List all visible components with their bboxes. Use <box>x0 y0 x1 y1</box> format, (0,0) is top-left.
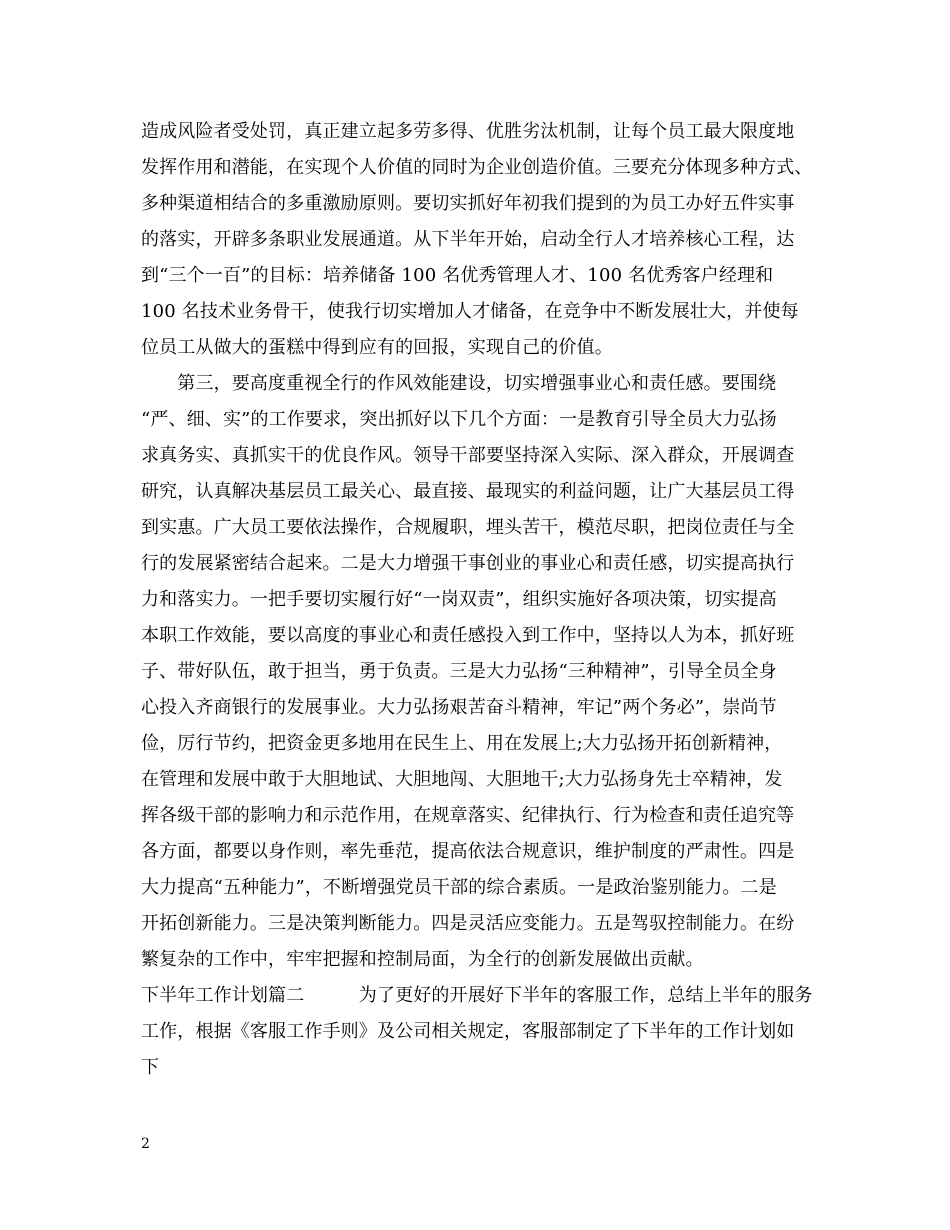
text-line: 行的发展紧密结合起来。二是大力增强干事创业的事业心和责任感，切实提高执行 <box>141 553 795 574</box>
text-line: 到“三个一百”的目标：培养储备 100 名优秀管理人才、100 名优秀客户经理和 <box>141 265 774 286</box>
text-line: 位员工从做大的蛋糕中得到应有的回报，实现自己的价值。 <box>141 337 613 358</box>
text-line: 大力提高“五种能力”，不断增强党员干部的综合素质。一是政治鉴别能力。二是 <box>141 877 777 898</box>
text-line: 求真务实、真抓实干的优良作风。领导干部要坚持深入实际、深入群众，开展调查 <box>141 445 795 466</box>
text-line: 100 名技术业务骨干，使我行切实增加人才储备，在竞争中不断发展壮大，并使每 <box>141 301 799 322</box>
text-line: 的落实，开辟多条职业发展通道。从下半年开始，启动全行人才培养核心工程，达 <box>141 229 795 250</box>
text-line: 心投入齐商银行的发展事业。大力弘扬艰苦奋斗精神，牢记”两个务必”，崇尚节 <box>141 697 777 718</box>
text-line: 多种渠道相结合的多重激励原则。要切实抓好年初我们提到的为员工办好五件实事 <box>141 193 795 214</box>
text-line: 挥各级干部的影响力和示范作用，在规章落实、纪律执行、行为检查和责任追究等 <box>141 805 795 826</box>
body-text <box>141 114 813 1086</box>
text-line: 力和落实力。一把手要切实履行好“一岗双责”，组织实施好各项决策，切实提高 <box>141 589 777 610</box>
text-line: 俭，厉行节约，把资金更多地用在民生上、用在发展上;大力弘扬开拓创新精神， <box>141 733 783 754</box>
text-line: 子、带好队伍，敢于担当，勇于负责。三是大力弘扬“三种精神”，引导全员全身 <box>141 661 777 682</box>
text-line: 到实惠。广大员工要依法操作，合规履职，埋头苦干，模范尽职，把岗位责任与全 <box>141 517 795 538</box>
text-line: 本职工作效能，要以高度的事业心和责任感投入到工作中，坚持以人为本，抓好班 <box>141 625 795 646</box>
text-line: 研究，认真解决基层员工最关心、最直接、最现实的利益问题，让广大基层员工得 <box>141 481 795 502</box>
text-line: 各方面，都要以身作则，率先垂范，提高依法合规意识，维护制度的严肃性。四是 <box>141 841 795 862</box>
text-line: 在管理和发展中敢于大胆地试、大胆地闯、大胆地干;大力弘扬身先士卒精神，发 <box>141 769 783 790</box>
text-line: 发挥作用和潜能，在实现个人价值的同时为企业创造价值。三要充分体现多种方式、 <box>141 157 813 178</box>
text-line: 第三，要高度重视全行的作风效能建设，切实增强事业心和责任感。要围绕 <box>141 373 777 394</box>
text-line: 开拓创新能力。三是决策判断能力。四是灵活应变能力。五是驾驭控制能力。在纷 <box>141 913 795 934</box>
text-line: 繁复杂的工作中，牢牢把握和控制局面，为全行的创新发展做出贡献。 <box>141 949 704 970</box>
text-line: 工作，根据《客服工作手则》及公司相关规定，客服部制定了下半年的工作计划如 <box>141 1021 795 1042</box>
text-line: “严、细、实”的工作要求，突出抓好以下几个方面：一是教育引导全员大力弘扬 <box>141 409 777 430</box>
text-line: 下半年工作计划篇二 为了更好的开展好下半年的客服工作，总结上半年的服务 <box>141 985 813 1006</box>
text-line: 造成风险者受处罚，真正建立起多劳多得、优胜劣汰机制，让每个员工最大限度地 <box>141 121 795 142</box>
page-number: 2 <box>141 1136 150 1152</box>
text-line: 下 <box>141 1057 160 1078</box>
